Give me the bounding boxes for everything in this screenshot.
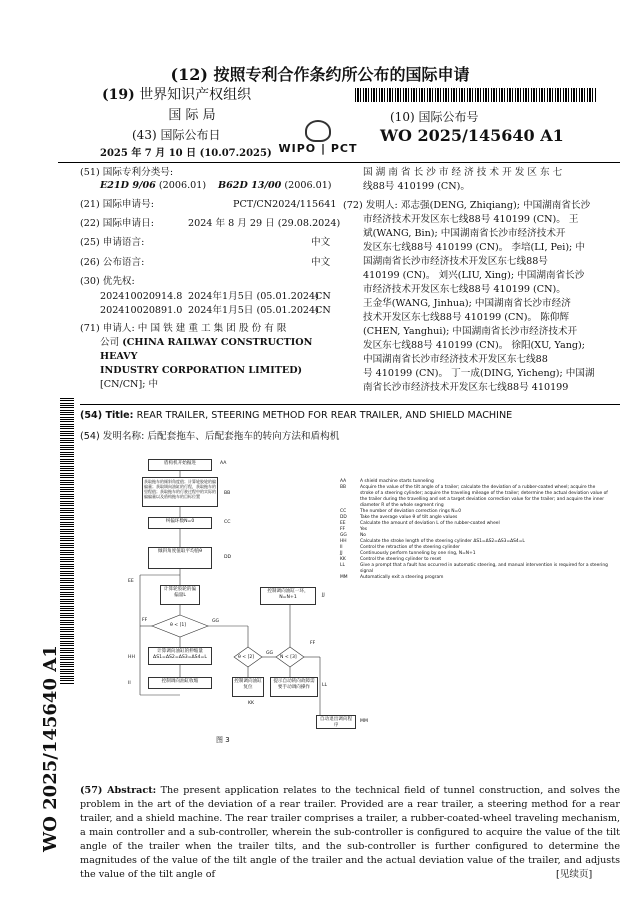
divider (58, 162, 620, 163)
flow-step-stroke: 计算调向油缸的伸缩量 ΔS1=ΔS2=ΔS3=ΔS4=L (148, 647, 212, 665)
abstract: (57) Abstract: The present application relates to the technical field of tunnel construction, and solves the problem in the art of the deviation of a rear trailer. Provided are a rear trailer, a steering method for a rear trailer, and a shield machine. The rear trailer comprises a trailer, a rubber-coated-wheel traveling mechanism, a main controller and a sub-controller, wherein the sub-controller is configured to acquire the value of the tilt angle of the trailer when the trailer tilts, and the sub-controller is further configured to determine the magnitudes of the value of the tilt angle of the trailer and the actual deviation value of the trailer, and adjusts the value of the tilt angle of (80, 785, 621, 880)
field-21-value: PCT/CN2024/115641 (233, 199, 337, 210)
legend-key: FF (340, 527, 346, 532)
legend-item (340, 563, 610, 575)
flow-step-exit: 自动退出调向程序 (316, 715, 356, 729)
field-25-label: (25) 申请语言: (80, 237, 145, 248)
flow-step-acquire: 获取拖车的倾斜角度值；计算轮胶轮的偏偏量；获取调向油缸的行程，获取拖车的里程值；获取拖车的行驶过程中的实际的偏偏量以及盾构拖车的目标位置 (142, 477, 218, 507)
pub-date-label: (43) 国际公布日 (132, 128, 221, 142)
legend-key: CC (340, 509, 347, 514)
field-25-value: 中文 (311, 237, 331, 248)
priority-no-1: 202410020914.8 (100, 291, 183, 302)
flow-decision-2: θ < [2] (238, 655, 255, 660)
barcode (355, 88, 597, 102)
legend-key: MM (340, 575, 348, 580)
legend-item (340, 485, 610, 509)
flow-step-init: 纠偏环数N=0 (148, 517, 212, 529)
legend-text: Calculate the stroke length of the steering cylinder ΔS1=ΔS2=ΔS3=ΔS4=L (360, 539, 525, 544)
field-21-label: (21) 国际申请号: (80, 199, 154, 210)
pub-number-label: (10) 国际公布号 (390, 110, 479, 124)
priority-date-2: 2024年1月5日 (05.01.2024) (188, 305, 319, 316)
title-zh: (54) 发明名称: 后配套拖车、后配套拖车的转向方法和盾构机 (80, 431, 340, 442)
legend-key: KK (340, 557, 346, 562)
priority-no-2: 202410020891.0 (100, 305, 183, 316)
flow-key: JJ (322, 593, 325, 598)
legend-key: LL (340, 563, 345, 568)
legend-text: The number of deviation correction rings N=0 (360, 509, 462, 514)
flow-step-tunnel-ring: 控制调向油缸一环，N=N+1 (260, 587, 316, 605)
priority-cc-2: CN (315, 305, 331, 316)
flowchart-figure (120, 455, 620, 745)
field-51-label: (51) 国际专利分类号: (80, 167, 174, 178)
legend-text: Continuously perform tunneling by one ring, N=N+1 (360, 551, 476, 556)
inventors-block: 国 湖 南 省 长 沙 市 经 济 技 术 开 发 区 东 七 线88号 410199 (CN)。 (72) 发明人: 邓志强(DENG, Zhiqiang); 中国湖南省长沙 市经济技术开发区东七线88号 410199 (CN)。 王 斌(WANG, Bin); 中国湖南省长沙市经济技术开 发区东七线88号 410199 (CN)。 李培(LI, Pei); 中 国湖南省长沙市经济技术开发区东七线88号 410199 (CN)。 刘兴(LIU, Xing); 中国湖南省长沙 市经济技术开发区东七线88号 410199 (CN)。 王金华(WANG, Jinhua); 中国湖南省长沙市经济 技术开发区东七线88号 410199 (CN)。 陈仰辉 (CHEN, Yanghui); 中国湖南省长沙市经济技术开 发区东七线88号 410199 (CN)。 徐阳(XU, Yang); 中国湖南省长沙市经济技术开发区东七线88 号 410199 (CN)。 丁一成(DING, Yicheng); 中国湖 南省长沙市经济技术开发区东七线88号 410199 (343, 167, 595, 393)
divider (80, 404, 620, 405)
legend-text: Take the average value θ of tilt angle values (360, 515, 458, 520)
legend-text: Control the steering cylinder to reset (360, 557, 442, 562)
side-pub-number: WO 2025/145640 A1 (40, 645, 61, 852)
legend-item (340, 575, 610, 581)
legend-key: GG (340, 533, 347, 538)
pub-number: WO 2025/145640 A1 (380, 126, 564, 145)
figure-caption: 图 3 (216, 736, 230, 744)
flow-key: KK (248, 701, 255, 706)
legend-text: No (360, 533, 366, 538)
flow-step-deviation: 计算轮胶轮的偏偏量L (160, 585, 200, 605)
title-en: (54) Title: REAR TRAILER, STEERING METHOD FOR REAR TRAILER, AND SHIELD MACHINE (80, 410, 513, 421)
flow-step-average: 倾斜角度值取平均值θ (148, 547, 212, 569)
pub-date: 2025 年 7 月 10 日 (10.07.2025) (100, 148, 272, 159)
flow-step-start: 盾构机开始掘进 (148, 459, 212, 471)
ipc-1: E21D 9/06 (2006.01) (100, 180, 207, 191)
org-line2: 国 际 局 (168, 108, 216, 123)
ipc-2: B62D 13/00 (2006.01) (218, 180, 332, 191)
legend-text: Automatically exit a steering program (360, 575, 444, 580)
side-barcode (60, 398, 74, 684)
flow-key: II (128, 681, 131, 686)
flow-key: MM (360, 719, 368, 724)
priority-cc-1: CN (315, 291, 331, 302)
flow-decision-1: θ < [1] (170, 623, 187, 628)
field-22-label: (22) 国际申请日: (80, 218, 154, 229)
field-26-label: (26) 公布语言: (80, 257, 145, 268)
document-title: (12) 按照专利合作条约所公布的国际申请 (170, 65, 470, 84)
flow-no-1: GG (212, 619, 220, 624)
legend-text: A shield machine starts tunneling (360, 479, 434, 484)
field-22-value: 2024 年 8 月 29 日 (29.08.2024) (188, 218, 341, 229)
legend-key: II (340, 545, 343, 550)
applicant: (71) 申请人: 中 国 铁 建 重 工 集 团 股 份 有 限 公司 (CHINA RAILWAY CONSTRUCTION HEAVY INDUSTRY CORPORATION LIMITED) [CN/CN]; 中 (80, 323, 313, 390)
org-code: (19) (102, 87, 135, 103)
legend-text: Yes (360, 527, 368, 532)
flow-key: LL (322, 683, 328, 688)
flow-step-retract: 控制调向油缸收缩 (148, 677, 212, 689)
flow-key: BB (224, 491, 231, 496)
flow-step-prompt: 提示自动转向故障需要手动调向操作 (270, 677, 318, 697)
legend-key: EE (340, 521, 346, 526)
legend-text: Give a prompt that a fault has occurred in automatic steering, and manual intervention is required for a steering signal (360, 563, 608, 574)
wipo-logo (268, 120, 368, 154)
wipo-logo-text: WIPO | PCT (278, 142, 358, 155)
legend-key: JJ (340, 551, 343, 556)
legend-text: Control the retraction of the steering cylinder (360, 545, 460, 550)
organization-name (102, 84, 262, 123)
flow-key: AA (220, 461, 227, 466)
field-30-label: (30) 优先权: (80, 276, 135, 287)
legend-text: Calculate the amount of deviation L of the rubber-coated wheel (360, 521, 500, 526)
org-line1: 世界知识产权组织 (139, 87, 252, 103)
continued-note: [见续页] (556, 869, 593, 880)
flow-step-reset: 控制调向油缸复位 (232, 677, 264, 697)
legend-key: DD (340, 515, 347, 520)
flow-key: EE (128, 579, 134, 584)
flow-key: HH (128, 655, 135, 660)
priority-date-1: 2024年1月5日 (05.01.2024) (188, 291, 319, 302)
figure-legend (340, 479, 610, 581)
flow-key: CC (224, 520, 231, 525)
legend-key: HH (340, 539, 347, 544)
flow-yes-1: FF (142, 618, 148, 623)
legend-key: BB (340, 485, 347, 490)
flow-key: DD (224, 555, 232, 560)
wipo-emblem-icon (305, 120, 331, 142)
legend-text: Acquire the value of the tilt angle of a trailer; calculate the deviation of a rubber-coated wheel; acquire the stroke of a steering cylinder; acquire the traveling mileage of the trailer; determine the actual deviation value of the trailer during the travelling and set a target deviation correction value for the trailer; and acquire the inner diameter R of the whole segment ring (360, 485, 608, 508)
flow-yes-2: FF (310, 641, 316, 646)
flow-no-2: GG (266, 651, 274, 656)
field-26-value: 中文 (311, 257, 331, 268)
flow-decision-3: N < [3] (280, 655, 297, 660)
legend-key: AA (340, 479, 347, 484)
